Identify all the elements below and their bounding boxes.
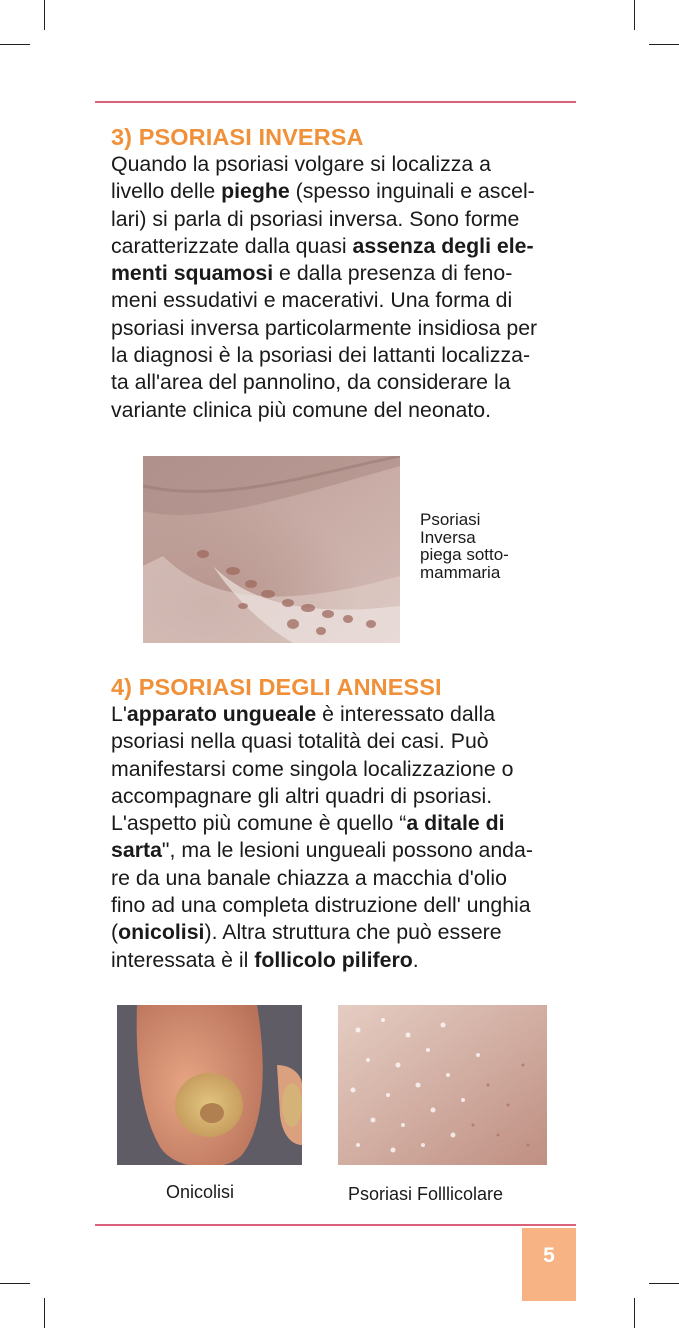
text-line	[111, 178, 579, 205]
text-line	[111, 206, 579, 233]
text-line	[111, 892, 579, 919]
text-run: (spesso inguinali e ascel-	[289, 179, 535, 204]
psoriasi-follicolare-photo	[338, 1005, 547, 1165]
text-run: L'aspetto più comune è quello “	[111, 811, 407, 836]
crop-mark	[0, 44, 30, 45]
section-4-title: 4) PSORIASI DEGLI ANNESSI	[111, 674, 442, 700]
text-line	[111, 260, 579, 287]
text-line	[111, 810, 579, 837]
text-run: la diagnosi è la psoriasi dei lattanti localizza-	[111, 343, 531, 368]
bold-text: assenza degli ele-	[352, 233, 534, 258]
section-4-text	[111, 701, 579, 974]
onicolisi-caption: Onicolisi	[166, 1182, 235, 1202]
text-line	[111, 783, 579, 810]
text-line	[111, 837, 579, 864]
text-run: lari) si parla di psoriasi inversa. Sono forme	[111, 206, 520, 231]
text-run: accompagnare gli altri quadri di psoriasi.	[111, 783, 493, 808]
text-line	[111, 947, 579, 974]
bold-text: apparato ungueale	[126, 702, 317, 726]
bold-text: pieghe	[221, 179, 290, 204]
text-line	[111, 919, 579, 946]
caption-line: Inversa	[420, 527, 476, 547]
text-run: L'	[111, 702, 127, 726]
text-run: meni essudativi e macerativi. Una forma di	[111, 288, 513, 313]
crop-mark	[44, 0, 45, 30]
text-line	[111, 315, 579, 342]
text-line	[111, 287, 579, 314]
crop-mark	[634, 1298, 635, 1328]
text-run: ", ma le lesioni ungueali possono anda-	[161, 838, 533, 863]
text-run: fino ad una completa distruzione dell' unghia	[111, 893, 531, 918]
text-run: livello delle	[111, 179, 222, 204]
text-run: .	[412, 947, 419, 972]
text-run: e dalla presenza di feno-	[273, 261, 513, 286]
text-run: ta all'area del pannolino, da considerare la	[111, 370, 511, 395]
text-run: (	[111, 920, 119, 945]
caption-line: Psoriasi	[420, 510, 481, 529]
text-line	[111, 756, 579, 783]
text-run: caratterizzate dalla quasi	[111, 233, 353, 258]
text-run: ). Altra struttura che può essere	[204, 920, 502, 945]
crop-mark	[649, 1283, 679, 1284]
text-run: psoriasi nella quasi totalità dei casi. Può	[111, 729, 489, 754]
psoriasi-inversa-photo	[143, 456, 400, 643]
text-line	[111, 151, 579, 178]
text-run: manifestarsi come singola localizzazione o	[111, 756, 514, 781]
bold-text: follicolo pilifero	[254, 947, 413, 972]
top-rule	[95, 101, 576, 103]
bold-text: a ditale di	[406, 811, 505, 836]
bold-text: sarta	[111, 838, 162, 863]
psoriasi-inversa-caption	[420, 511, 509, 581]
text-run: re da una banale chiazza a macchia d'olio	[111, 865, 507, 890]
caption-line: piega sotto-	[420, 545, 509, 565]
onicolisi-photo	[117, 1005, 302, 1165]
text-run: psoriasi inversa particolarmente insidiosa per	[111, 315, 538, 340]
bold-text: menti squamosi	[111, 261, 274, 286]
crop-mark	[0, 1283, 30, 1284]
crop-mark	[649, 44, 679, 45]
text-line	[111, 369, 579, 396]
bold-text: onicolisi	[118, 920, 205, 945]
text-run: variante clinica più comune del neonato.	[111, 397, 492, 422]
text-run: è interessato dalla	[316, 702, 496, 726]
section-3-text	[111, 151, 579, 424]
section-3-title: 3) PSORIASI INVERSA	[111, 124, 364, 150]
psoriasi-follicolare-caption: Psoriasi Folllicolare	[348, 1184, 504, 1204]
text-line	[111, 865, 579, 892]
bottom-rule	[95, 1224, 576, 1226]
text-line	[111, 701, 579, 728]
crop-mark	[634, 0, 635, 30]
text-line	[111, 233, 579, 260]
caption-line: mammaria	[420, 562, 501, 582]
crop-mark	[44, 1298, 45, 1328]
text-line	[111, 342, 579, 369]
text-run: Quando la psoriasi volgare si localizza a	[111, 152, 491, 176]
page-number: 5	[522, 1228, 576, 1301]
text-run: interessata è il	[111, 947, 255, 972]
text-line	[111, 728, 579, 755]
text-line	[111, 397, 579, 424]
